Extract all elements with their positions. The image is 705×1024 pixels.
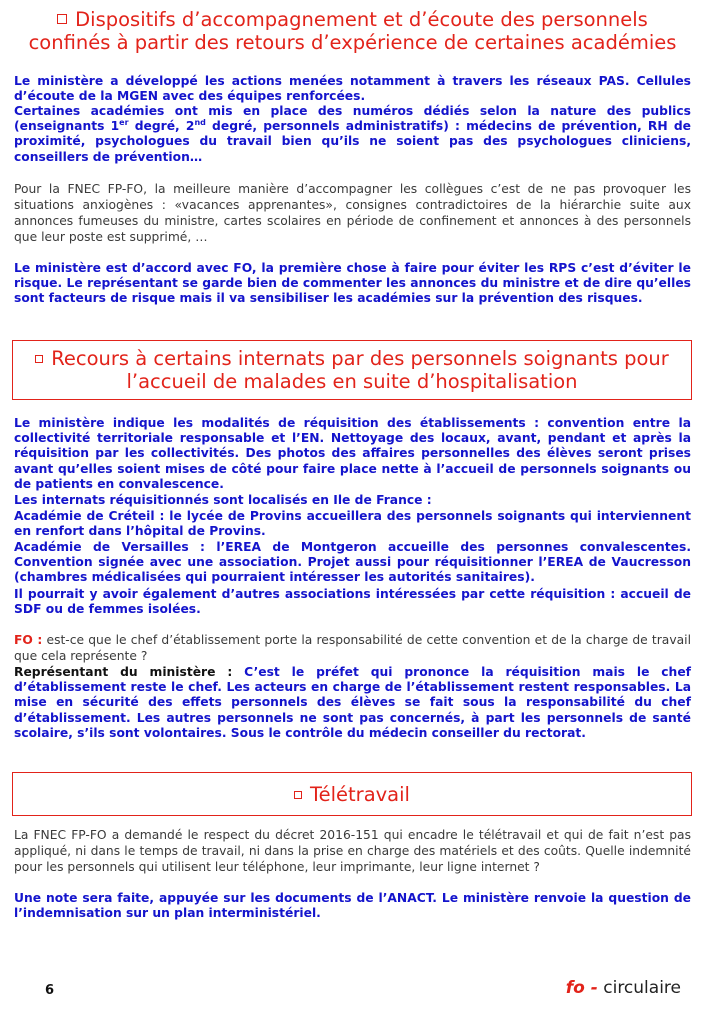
section2-title-line2: l’accueil de malades en suite d’hospitalisation	[126, 370, 578, 393]
section2-paragraph-2: Les internats réquisitionnés sont localisés en Ile de France :	[14, 493, 432, 507]
checkbox-bullet-icon	[294, 791, 302, 799]
fo-label: FO :	[14, 633, 43, 647]
footer-brand	[566, 978, 681, 998]
brand-circulaire: circulaire	[597, 978, 681, 998]
section2-paragraph-1: Le ministère indique les modalités de réquisition des établissements : convention entre la collectivité territoriale responsable et l’EN. Nettoyage des locaux, avant, pendant et après la réquisition par les collectivités. Des photos des affaires personnelles des élèves seront prises avant qu’elles soient mises de côté pour faire place nette à l’accueil de personnels soignants ou de patients en convalescence.	[14, 416, 691, 491]
section1-paragraph-1: Le ministère a développé les actions menées notamment à travers les réseaux PAS. Cellules d’écoute de la MGEN avec des équipes renforcées.	[14, 74, 691, 104]
section2-title-line1: Recours à certains internats par des personnels soignants pour	[51, 347, 669, 370]
section1-paragraph-2: Certaines académies ont mis en place des numéros dédiés selon la nature des publics (enseignants 1er degré, 2nd degré, personnels administratifs) : médecins de prévention, RH de proximité, psychologues du travail bien qu’ils ne soient pas des psychologues cliniciens, conseillers de prévention…	[14, 104, 692, 164]
section1-heading	[10, 8, 695, 54]
section2-heading-box	[12, 340, 692, 400]
section3-title: Télétravail	[310, 783, 410, 806]
ministry-answer: Représentant du ministère : C’est le préfet qui prononce la réquisition mais le chef d’établissement reste le chef. Les acteurs en charge de l’établissement restent responsables. La mise en sécurité des effets personnels des élèves se fait sous la responsabilité du chef d’établissement. Les autres personnels ne sont pas concernés, à part les personnels de santé scolaire, s’ils sont volontaires. Sous le contrôle du médecin conseiller du rectorat.	[14, 665, 692, 740]
section3-paragraph-2: Une note sera faite, appuyée sur les documents de l’ANACT. Le ministère renvoie la question de l’indemnisation sur un plan interministériel.	[14, 891, 691, 921]
representative-label: Représentant du ministère :	[14, 665, 233, 679]
section3-heading	[13, 783, 691, 806]
fo-question: FO : est-ce que le chef d’établissement porte la responsabilité de cette convention et de la charge de travail que cela représente ?	[14, 633, 691, 663]
section1-paragraph-4: Le ministère est d’accord avec FO, la première chose à faire pour éviter les RPS c’est d’éviter le risque. Le représentant se garde bien de commenter les annonces du ministre et de dire qu’elles sont facteurs de risque mais il va sensibiliser les académies sur la prévention des risques.	[14, 261, 691, 306]
section3-heading-box	[12, 772, 692, 816]
section2-paragraph-3: Académie de Créteil : le lycée de Provins accueillera des personnels soignants qui interviennent en renfort dans l’hôpital de Provins.	[14, 509, 691, 539]
section2-heading	[13, 347, 691, 393]
brand-fo: fo -	[565, 978, 598, 998]
page-number: 6	[45, 983, 55, 998]
section1-title-line2: confinés à partir des retours d’expérience de certaines académies	[28, 31, 677, 54]
section2-paragraph-5: Il pourrait y avoir également d’autres associations intéressées par cette réquisition : accueil de SDF ou de femmes isolées.	[14, 587, 691, 617]
checkbox-bullet-icon	[57, 14, 67, 24]
section2-paragraph-4: Académie de Versailles : l’EREA de Montgeron accueille des personnes convalescentes. Convention signée avec une association. Projet aussi pour réquisitionner l’EREA de Vaucresson (chambres médicalisées qui pourraient intéresser les autorités sanitaires).	[14, 540, 691, 585]
checkbox-bullet-icon	[35, 355, 43, 363]
section1-title-line1: Dispositifs d’accompagnement et d’écoute des personnels	[75, 8, 648, 31]
section1-paragraph-3: Pour la FNEC FP-FO, la meilleure manière d’accompagner les collègues c’est de ne pas provoquer les situations anxiogènes : «vacances apprenantes», consignes contradictoires de la hiérarchie suite aux annonces fumeuses du ministre, cartes scolaires en période de confinement et annonces à des personnels que leur poste est supprimé, …	[14, 182, 691, 244]
section3-paragraph-1: La FNEC FP-FO a demandé le respect du décret 2016-151 qui encadre le télétravail et qui de fait n’est pas appliqué, ni dans le temps de travail, ni dans la prise en charge des matériels et des coûts. Quelle indemnité pour les personnels qui utilisent leur téléphone, leur imprimante, leur ligne internet ?	[14, 828, 691, 874]
